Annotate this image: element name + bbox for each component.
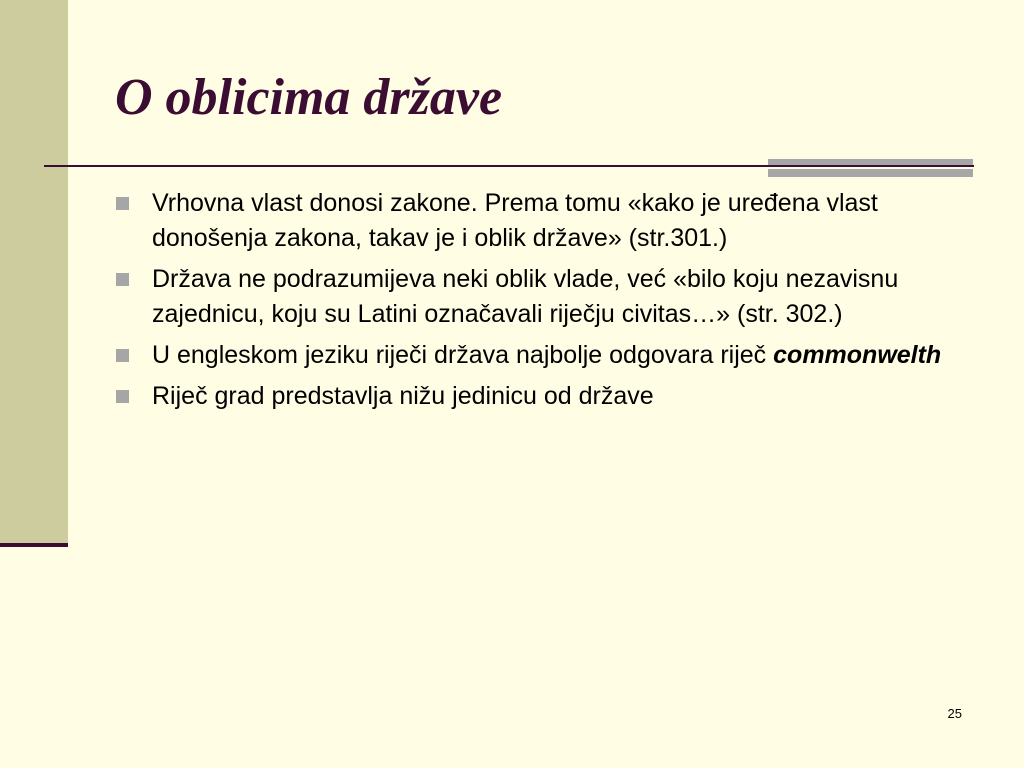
square-bullet-icon xyxy=(116,197,129,210)
bullet-item xyxy=(114,379,964,414)
bullet-item xyxy=(114,338,964,373)
title-rule-accent-bottom xyxy=(768,169,973,177)
square-bullet-icon xyxy=(116,349,129,362)
bullet-item xyxy=(114,186,964,256)
title-rule xyxy=(44,165,974,167)
slide-number: 25 xyxy=(947,706,962,721)
left-bar-bottom-line xyxy=(0,543,68,547)
left-decorative-bar xyxy=(0,0,68,546)
bullet-list xyxy=(114,186,964,420)
slide-title: O oblicima države xyxy=(115,69,503,126)
bullet-text: Riječ grad predstavlja nižu jedinicu od države xyxy=(152,382,654,410)
bullet-text: Vrhovna vlast donosi zakone. Prema tomu «kako je uređena vlast donošenja zakona, takav je i oblik države» (str.301.) xyxy=(152,189,878,252)
bullet-emphasis: commonwelth xyxy=(773,341,942,369)
square-bullet-icon xyxy=(116,390,129,403)
bullet-item xyxy=(114,262,964,332)
bullet-text: Država ne podrazumijeva neki oblik vlade, već «bilo koju nezavisnu zajednicu, koju su Latini označavali riječju civitas…» (str. 302.) xyxy=(152,265,899,328)
square-bullet-icon xyxy=(116,273,129,286)
bullet-text: U engleskom jeziku riječi država najbolje odgovara riječ xyxy=(152,341,767,369)
